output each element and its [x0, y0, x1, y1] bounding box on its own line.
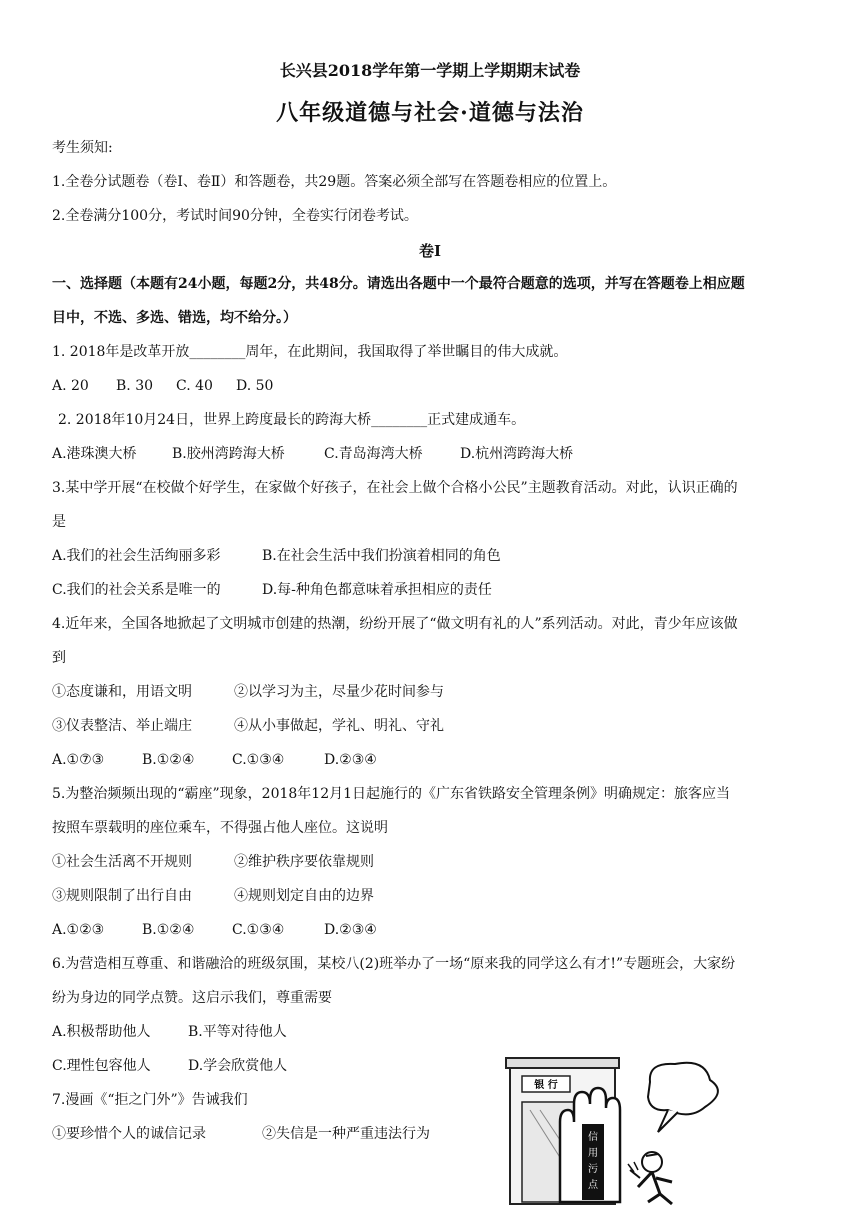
- question-6-options-row-2: [52, 1056, 287, 1076]
- volume-heading: 卷Ⅰ: [418, 242, 442, 260]
- q1-option-c: C. 40: [176, 378, 213, 394]
- q2-option-c: C.青岛海湾大桥: [324, 446, 423, 462]
- q4-statement-3: ③仪表整洁、举止端庄: [52, 718, 192, 734]
- q2-option-d: D.杭州湾跨海大桥: [460, 446, 574, 462]
- q5-statement-4: ④规则划定自由的边界: [234, 888, 374, 904]
- question-5-statements-row-1: [52, 852, 374, 872]
- question-4-statements-row-2: [52, 716, 444, 736]
- question-3-stem-line-2: 是: [52, 514, 66, 530]
- question-4-stem-line-1: 4.近年来，全国各地掀起了文明城市创建的热潮，纷纷开展了“做文明有礼的人”系列活动。对此，青少年应该做: [52, 616, 738, 632]
- q4-option-a: A.①⑦③: [52, 752, 105, 768]
- q3-option-c: C.我们的社会关系是唯一的: [52, 582, 221, 598]
- q5-option-a: A.①②③: [52, 922, 105, 938]
- q3-option-b: B.在社会生活中我们扮演着相同的角色: [262, 548, 501, 564]
- q1-option-d: D. 50: [236, 378, 274, 394]
- question-2-options: [52, 444, 573, 464]
- q1-option-a: A. 20: [52, 378, 89, 394]
- question-5-stem-line-1: 5.为整治频频出现的“霸座”现象，2018年12月1日起施行的《广东省铁路安全管理条例》明确规定：旅客应当: [52, 786, 731, 802]
- section-instructions-line-2: 目中，不选、多选、错选，均不给分。）: [52, 310, 297, 326]
- question-5-statements-row-2: [52, 886, 374, 906]
- question-4-stem-line-2: 到: [52, 650, 66, 666]
- q2-option-b: B.胶州湾跨海大桥: [172, 446, 285, 462]
- question-6-stem-line-2: 纷为身边的同学点赞。这启示我们，尊重需要: [52, 990, 332, 1006]
- q5-statement-3: ③规则限制了出行自由: [52, 888, 192, 904]
- question-2-stem: 2. 2018年10月24日，世界上跨度最长的跨海大桥________正式建成通车。: [58, 412, 526, 428]
- q5-option-b: B.①②④: [142, 922, 195, 938]
- question-4-options: [52, 750, 377, 770]
- q5-statement-2: ②维护秩序要依靠规则: [234, 854, 374, 870]
- question-6-options-row-1: [52, 1022, 287, 1042]
- q4-statement-4: ④从小事做起，学礼、明礼、守礼: [234, 718, 444, 734]
- q6-option-a: A.积极帮助他人: [52, 1024, 151, 1040]
- q3-option-a: A.我们的社会生活绚丽多彩: [52, 548, 221, 564]
- question-4-statements-row-1: [52, 682, 444, 702]
- question-3-options-row-1: [52, 546, 501, 566]
- notice-heading: 考生须知:: [52, 140, 113, 156]
- q4-statement-1: ①态度谦和，用语文明: [52, 684, 192, 700]
- hand-label-char-1: 信: [588, 1132, 598, 1143]
- section-instructions-line-1: 一、选择题（本题有24小题，每题2分，共48分。请选出各题中一个最符合题意的选项，并写在答题卷上相应题: [52, 276, 745, 292]
- q5-option-d: D.②③④: [324, 922, 377, 938]
- q7-statement-2: ②失信是一种严重违法行为: [262, 1126, 430, 1142]
- q6-option-d: D.学会欣赏他人: [188, 1058, 288, 1074]
- question-7-statements-row-1: [52, 1124, 430, 1144]
- notice-item-2: 2.全卷满分100分，考试时间90分钟，全卷实行闭卷考试。: [52, 208, 418, 224]
- cartoon-illustration: [500, 1052, 750, 1207]
- hand-label-char-2: 用: [588, 1148, 598, 1159]
- notice-item-1: 1.全卷分试题卷（卷Ⅰ、卷Ⅱ）和答题卷，共29题。答案必须全部写在答题卷相应的位置上。: [52, 174, 617, 190]
- question-3-options-row-2: [52, 580, 492, 600]
- q4-statement-2: ②以学习为主，尽量少花时间参与: [234, 684, 444, 700]
- q3-option-d: D.每-种角色都意味着承担相应的责任: [262, 582, 492, 598]
- question-7-stem: 7.漫画《“拒之门外”》告诫我们: [52, 1092, 248, 1108]
- q1-option-b: B. 30: [116, 378, 154, 394]
- question-5-options: [52, 920, 377, 940]
- hand-label-char-3: 污: [588, 1164, 598, 1175]
- hand-label-char-4: 点: [588, 1180, 598, 1191]
- q5-statement-1: ①社会生活离不开规则: [52, 854, 192, 870]
- q5-option-c: C.①③④: [232, 922, 285, 938]
- q7-statement-1: ①要珍惜个人的诚信记录: [52, 1126, 206, 1142]
- exam-subtitle: 八年级道德与社会·道德与法治: [276, 100, 584, 126]
- q2-option-a: A.港珠澳大桥: [52, 446, 137, 462]
- q4-option-c: C.①③④: [232, 752, 285, 768]
- q4-option-d: D.②③④: [324, 752, 377, 768]
- question-1-options: [52, 376, 273, 396]
- exam-title: 长兴县2018学年第一学期上学期期末试卷: [279, 61, 581, 80]
- question-1-stem: 1. 2018年是改革开放________周年，在此期间，我国取得了举世瞩目的伟大成就。: [52, 344, 568, 360]
- q4-option-b: B.①②④: [142, 752, 195, 768]
- question-5-stem-line-2: 按照车票载明的座位乘车，不得强占他人座位。这说明: [52, 820, 388, 836]
- bank-sign-text: 银 行: [534, 1080, 558, 1091]
- q6-option-c: C.理性包容他人: [52, 1058, 151, 1074]
- question-3-stem-line-1: 3.某中学开展“在校做个好学生，在家做个好孩子，在社会上做个合格小公民”主题教育活动。对此，认识正确的: [52, 480, 738, 496]
- question-6-stem-line-1: 6.为营造相互尊重、和谐融洽的班级氛围，某校八(2)班举办了一场“原来我的同学这么有才!”专题班会，大家纷: [52, 956, 736, 972]
- q6-option-b: B.平等对待他人: [188, 1024, 287, 1040]
